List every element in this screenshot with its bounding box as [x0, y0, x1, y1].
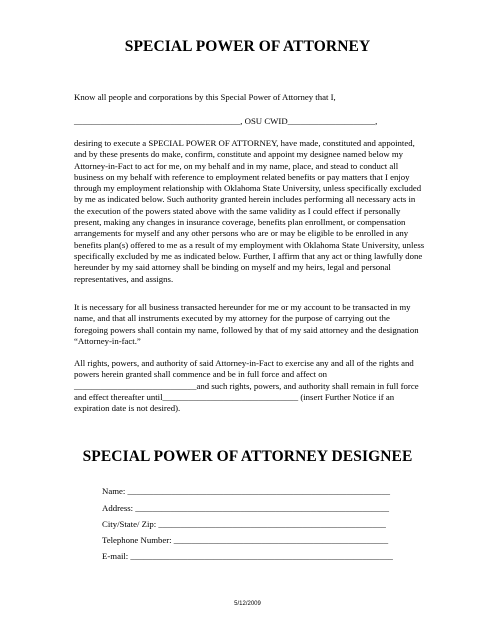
- document-title: SPECIAL POWER OF ATTORNEY: [124, 38, 371, 55]
- designee-address-field[interactable]: Address: __________________________________________________________: [102, 503, 390, 513]
- designee-telephone-field[interactable]: Telephone Number: _________________________________________________: [102, 535, 389, 545]
- footer-date: 5/12/2009: [234, 601, 261, 607]
- transaction-paragraph: It is necessary for all business transacted hereunder for me or my account to be transacted in my name, and that all instruments executed by my attorney for the purpose of carrying out the foregoing powers shall contain my name, followed by that of my said attorney and the designation “Attorney-in-fact.”: [74, 302, 419, 346]
- name-cwid-line: ______________________________________, OSU CWID____________________,: [74, 116, 378, 126]
- designee-section-title: SPECIAL POWER OF ATTORNEY DESIGNEE: [82, 448, 413, 465]
- designee-name-field[interactable]: Name: ____________________________________________________________: [102, 486, 391, 496]
- designee-city-state-zip-field[interactable]: City/State/ Zip: ____________________________________________________: [102, 519, 386, 529]
- intro-text: Know all people and corporations by this Special Power of Attorney that I,: [74, 92, 336, 102]
- authority-paragraph: desiring to execute a SPECIAL POWER OF ATTORNEY, have made, constituted and appointed, and by these presents do make, confirm, constitute and appoint my designee named below my Attorney-in-Fact to act for me, on my behalf and in my name, place, and stead to conduct all business on my behalf with reference to employment related benefits or pay matters that I enjoy through my employment relationship with Oklahoma State University, unless specifically excluded by me as indicated below. Such authority granted herein includes performing all necessary acts in the execution of the powers stated above with the same validity as I could effect if personally present, making any changes in insurance coverage, benefits plan enrollment, or compensation arrangements for myself and any other persons who are or may be eligible to be enrolled in any benefits plan(s) offered to me as a result of my employment with Oklahoma State University, unless specifically excluded by me as indicated below. Further, I affirm that any act or thing lawfully done hereunder by my said attorney shall be binding on myself and my heirs, legal and personal representatives, and assigns.: [74, 138, 425, 284]
- effective-dates-paragraph: All rights, powers, and authority of said Attorney-in-Fact to exercise any and all of the rights and powers herein granted shall commence and be in full force and affect on ____________________________and such rights, powers, and authority shall remain in full force and effect thereafter until_______________________________ (insert Further Notice if an expiration date is not desired).: [74, 358, 419, 414]
- designee-email-field[interactable]: E-mail: ____________________________________________________________: [102, 551, 393, 561]
